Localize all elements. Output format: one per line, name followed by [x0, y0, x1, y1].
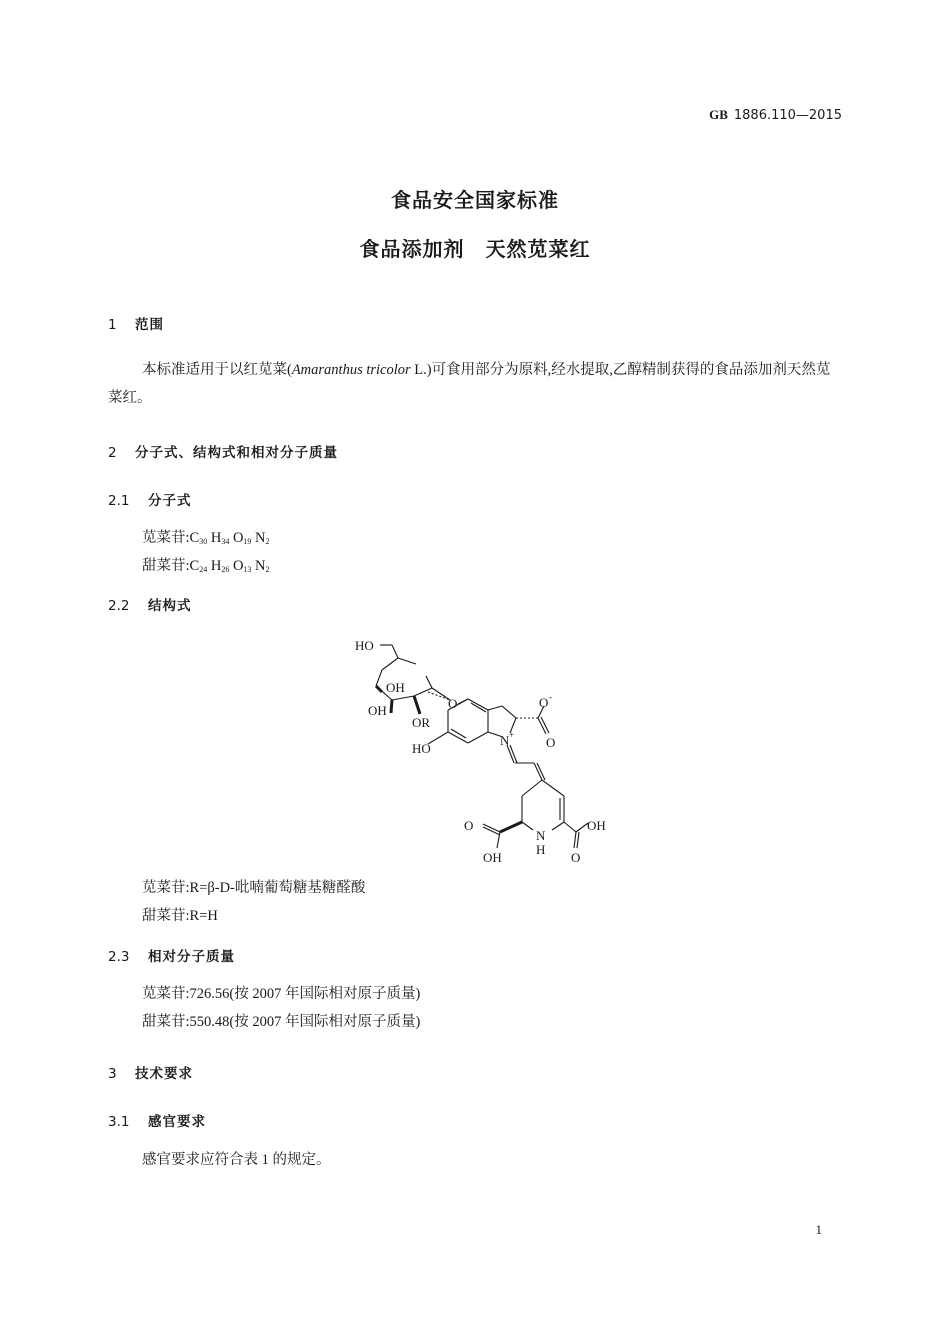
section-2-2-heading: 2.2 结构式 [108, 598, 192, 614]
sub-title: 食品添加剂 天然苋菜红 [359, 237, 591, 261]
standard-number: GB 1886.110—2015 [709, 107, 842, 123]
label-n-h: N [536, 828, 546, 843]
label-ho-indole: HO [412, 741, 431, 756]
atom-labels [355, 638, 606, 865]
section-3-heading: 3 技术要求 [108, 1066, 193, 1082]
r-definition-betanin: 甜菜苷:R=H [142, 908, 218, 924]
main-title: 食品安全国家标准 [391, 188, 559, 212]
section-2-1-heading: 2.1 分子式 [108, 493, 192, 509]
label-oh-left: OH [368, 703, 387, 718]
section-2-heading: 2 分子式、结构式和相对分子质量 [108, 445, 338, 461]
formula-betanin: 甜菜苷$:C_{24}$ $H_{26}$ $O_{13}$ $N_2$ [142, 558, 270, 574]
label-o-right: O [571, 850, 581, 865]
label-ho-top: HO [355, 638, 374, 653]
section-3-1-heading: 3.1 感官要求 [108, 1114, 206, 1130]
label-minus: - [549, 692, 552, 702]
ethylidene-linker [507, 745, 545, 780]
label-oh-ring: OH [386, 680, 405, 695]
structural-formula [340, 630, 610, 875]
label-o-link: O [448, 696, 458, 711]
label-h: H [536, 842, 546, 857]
formula-amaranthin: 苋菜苷$:C_{30}$ $H_{34}$ $O_{19}$ $N_2$ [142, 530, 270, 546]
label-o-minus: O [539, 695, 549, 710]
structural-formula-drawing [340, 630, 610, 870]
r-definition-amaranthin: 苋菜苷:R=β-D-吡喃葡萄糖基糖醛酸 [142, 880, 366, 896]
label-o-left: O [464, 818, 474, 833]
mass-betanin: 甜菜苷:550.48(按 2007 年国际相对原子质量) [142, 1014, 421, 1030]
label-or: OR [412, 715, 431, 730]
sensory-requirement-text: 感官要求应符合表 1 的规定。 [142, 1152, 331, 1168]
mass-amaranthin: 苋菜苷:726.56(按 2007 年国际相对原子质量) [142, 986, 421, 1002]
label-plus: + [509, 730, 515, 740]
scope-paragraph: 本标准适用于以红苋菜(Amaranthus tricolor L.)可食用部分为原料,经水提取,乙醇精制获得的食品添加剂天然苋菜红。 [108, 362, 831, 406]
section-1-heading: 1 范围 [108, 317, 164, 333]
indoline-ring [428, 699, 549, 744]
label-n-plus: N [500, 733, 510, 748]
label-o-carbonyl: O [546, 735, 556, 750]
label-oh-right: OH [587, 818, 606, 833]
page-number: 1 [815, 1222, 822, 1237]
section-2-3-heading: 2.3 相对分子质量 [108, 949, 235, 965]
label-oh-bottom-left: OH [483, 850, 502, 865]
